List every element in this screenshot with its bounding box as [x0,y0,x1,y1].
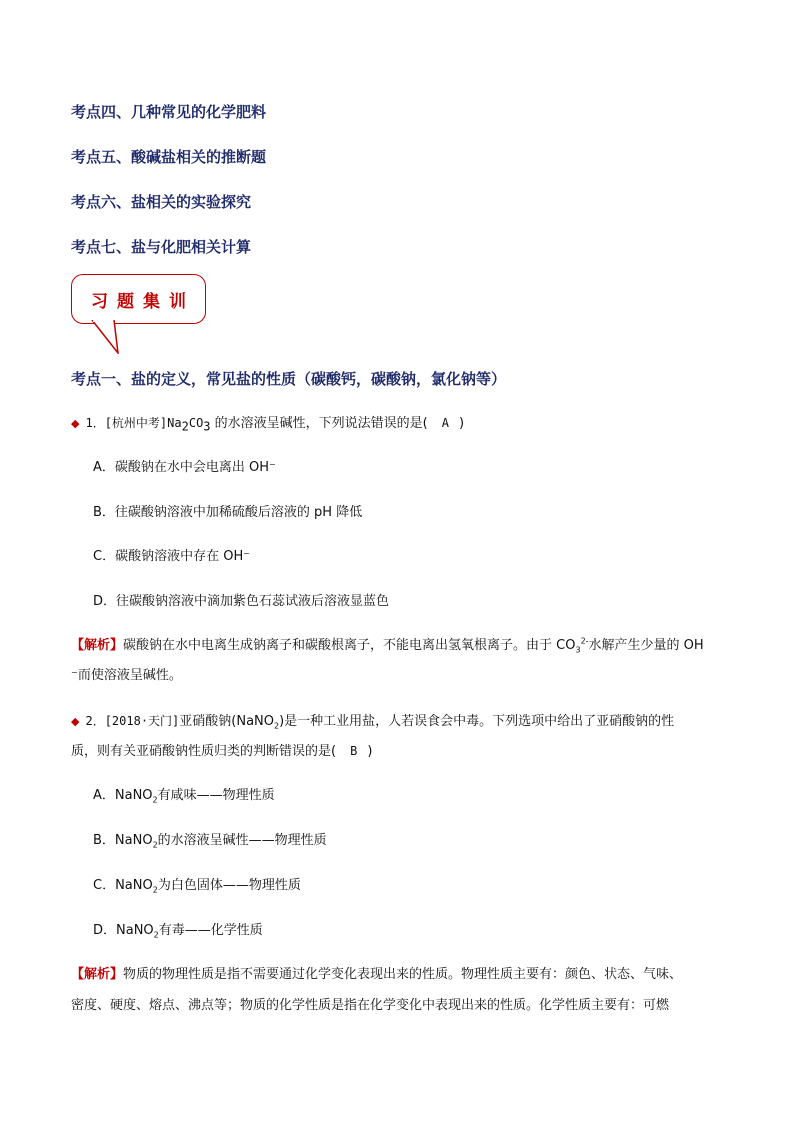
heading-kaodian-6: 考点六、盐相关的实验探究 [71,193,252,211]
analysis-label: 【解析】 [71,638,124,653]
question-2-answer: B [350,744,358,758]
question-1-answer: A [441,416,449,430]
question-1-option-d: D．往碳酸钠溶液中滴加紫色石蕊试液后溶液显蓝色 [93,594,390,609]
question-2-analysis-line-1: 【解析】物质的物理性质是指不需要通过化学变化表现出来的性质。物理性质主要有：颜色、状态、气味、 [71,967,683,982]
question-2-stem-line-1: ◆ 2．[2018·天门]亚硝酸钠(NaNO$_2$)是一种工业用盐，人若误食会中毒。下列选项中给出了亚硝酸钠的性 [71,714,675,731]
question-2-stem-line-2: 质，则有关亚硝酸钠性质归类的判断错误的是( B ) [71,744,373,759]
diamond-bullet-icon: ◆ [71,715,80,728]
question-2-option-d: D．NaNO$_2$有毒——化学性质 [93,923,263,940]
question-2-option-b: B．NaNO$_2$的水溶液呈碱性——物理性质 [93,833,327,850]
question-2-option-c: C．NaNO$_2$为白色固体——物理性质 [93,878,301,895]
question-1-option-b: B．往碳酸钠溶液中加稀硫酸后溶液的 pH 降低 [93,505,363,520]
question-2-analysis-line-2: 密度、硬度、熔点、沸点等；物质的化学性质是指在化学变化中表现出来的性质。化学性质主要有：可燃 [71,998,670,1013]
question-2-option-a: A．NaNO$_2$有咸味——物理性质 [93,788,275,805]
exercise-callout-box: 习题集训 [71,274,206,324]
question-1-stem: ◆ 1．[杭州中考]$Na_2CO_3$ 的水溶液呈碱性，下列说法错误的是( A ) [71,416,465,434]
question-1-analysis-line-1: 【解析】碳酸钠在水中电离生成钠离子和碳酸根离子，不能电离出氢氧根离子。由于 $CO_3^{2-}$水解产生少量的 OH [71,636,704,655]
question-1-option-c: C．碳酸钠溶液中存在 OH⁻ [93,549,251,564]
question-1-option-a: A．碳酸钠在水中会电离出 OH⁻ [93,460,276,475]
question-1-analysis-line-2: ⁻而使溶液呈碱性。 [71,668,182,683]
diamond-bullet-icon: ◆ [71,417,80,430]
heading-kaodian-7: 考点七、盐与化肥相关计算 [71,238,252,256]
heading-kaodian-5: 考点五、酸碱盐相关的推断题 [71,148,267,166]
callout-tail-icon [90,320,130,354]
heading-kaodian-4: 考点四、几种常见的化学肥料 [71,103,267,121]
analysis-label: 【解析】 [71,967,124,982]
section-heading-kaodian-1: 考点一、盐的定义，常见盐的性质（碳酸钙，碳酸钠，氯化钠等） [71,370,507,388]
